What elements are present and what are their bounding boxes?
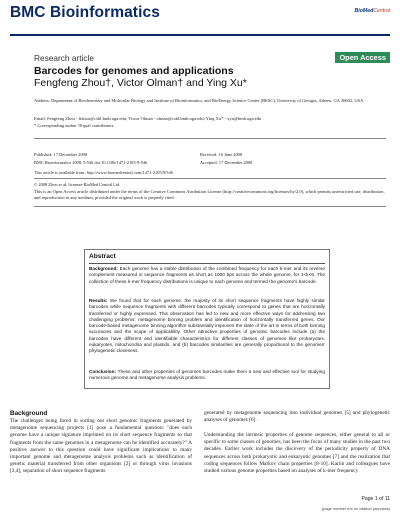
background-text: Each genome has a stable distribution of the combined frequency for each k-mer and its reverse complement measured in sequence fragments as short as 1000 bps across the whole genome, for 1<k<6. The collection of these k-mer frequency distributions is unique to each genome and termed the genome's barcode.	[89, 266, 325, 284]
accepted-date: Accepted: 17 December 2008	[200, 160, 253, 165]
page-number: Page 1 of 11	[361, 496, 390, 502]
body-right-column-p1: generated by metagenome sequencing into individual genomes [5] and phylogenetic analyses of genomes [6].	[204, 410, 390, 424]
divider	[34, 178, 386, 179]
section-heading: Background	[10, 410, 48, 417]
author-notes: * Corresponding author †Equal contributors	[34, 123, 114, 128]
abstract-box	[84, 249, 330, 389]
license-text: This is an Open Access article distributed under the terms of the Creative Commons Attribution License (http://creativecommons.org/licenses/by/2.0), which permits unrestricted use, distribution, and reproduction in any medium, provided the original work is properly cited.	[34, 189, 385, 200]
abstract-background	[89, 266, 325, 285]
background-label: Background:	[89, 266, 118, 271]
divider	[34, 206, 386, 207]
published-date: Published: 17 December 2008	[34, 152, 88, 157]
results-label: Results:	[89, 298, 108, 303]
conclusion-label: Conclusion:	[89, 369, 117, 374]
abstract-conclusion	[89, 369, 325, 382]
author-emails: Email: Fengfeng Zhou - ffzhou@csbl.bmb.uga.edu; Victor Olman - olman@csbl.bmb.uga.edu; Ying Xu* - xyn@bmb.uga.edu	[34, 116, 262, 121]
results-text: We found that for each genome, the majority of its short sequence fragments have highly similar barcodes while sequence fragments with different barcodes typically correspond to genes that are horizontally transferred or highly expressed. This observation has led to new and more effective ways for addressing two challenging problems: metagenome binning problem and identification of horizontally transferred genes. Our barcode-based metagenome binning algorithm substantially improves the state of the art in terms of both binning accuracies and the scope of applicability. Other attractive properties of genomic barcodes include (a) the barcodes have different and identifiable characteristics for different classes of genomes like prokaryotes, eukaryotes, mitochondria and plastids, and (b) barcodes similarities are generally proportional to the genomes' phylogenetic closeness.	[89, 298, 325, 354]
open-access-badge: Open Access	[335, 52, 390, 63]
abstract-results	[89, 298, 325, 355]
article-authors: Fengfeng Zhou†, Victor Olman† and Ying Xu*	[34, 77, 247, 89]
body-left-column: The challenges being faced in sorting out short genomic fragments generated by metagenome sequencing projects [1] pose a fundamental question: "does each genome have a unique signature imprinted on its short sequence fragments so that fragments from the same genomes in a metagenome can be identified accurately?" A positive answer to this question could have significant implications to many important genome and metagenome analysis problems such as identification of genetic material transferred from other organisms [2] or through virus invasions [3,4], separation of short sequence fragments	[10, 418, 192, 475]
abstract-heading: Abstract	[89, 253, 116, 260]
abstract-rule	[89, 263, 325, 264]
logo-central: Central	[373, 8, 390, 14]
article-title: Barcodes for genomes and applications	[34, 65, 234, 77]
article-url: This article is available from: http://www.biomedcentral.com/1471-2105/9/546	[34, 170, 173, 175]
divider	[34, 138, 386, 139]
citation: BMC Bioinformatics 2008, 9:546 doi:10.1186/1471-2105-9-546	[34, 160, 148, 165]
page-number-note: (page number not for citation purposes)	[321, 506, 390, 511]
journal-title: BMC Bioinformatics	[10, 4, 160, 21]
body-right-column-p2: Understanding the intrinsic properties of genome sequences, either general to all or specific to some classes of genomes, has been the focus of many studies in the past two decades. Earlier work includes the discovery of the periodicity property of DNA sequences across both prokaryotic and eukaryotic genomes [7] and the realization that coding sequences follow Markov chain properties [8-10]. Karlin and colleagues have studied various genome properties based on analyses of k-mer frequency	[204, 432, 390, 475]
logo-biomed: BioMed	[354, 8, 374, 14]
article-type: Research article	[34, 53, 94, 63]
publisher-logo	[355, 8, 390, 14]
author-address: Address: Department of Biochemistry and Molecular Biology and Institute of Bioinformatics, and BioEnergy Science Center (BESC), University of Georgia, Athens, GA 30602, USA	[34, 98, 364, 103]
conclusion-text: These and other properties of genomes barcodes make them a new and effective tool for studying numerous genome and metagenome analysis problems.	[89, 369, 325, 381]
header-rule	[10, 34, 390, 36]
received-date: Received: 16 June 2008	[200, 152, 243, 157]
copyright: © 2008 Zhou et al; licensee BioMed Central Ltd.	[34, 182, 121, 187]
